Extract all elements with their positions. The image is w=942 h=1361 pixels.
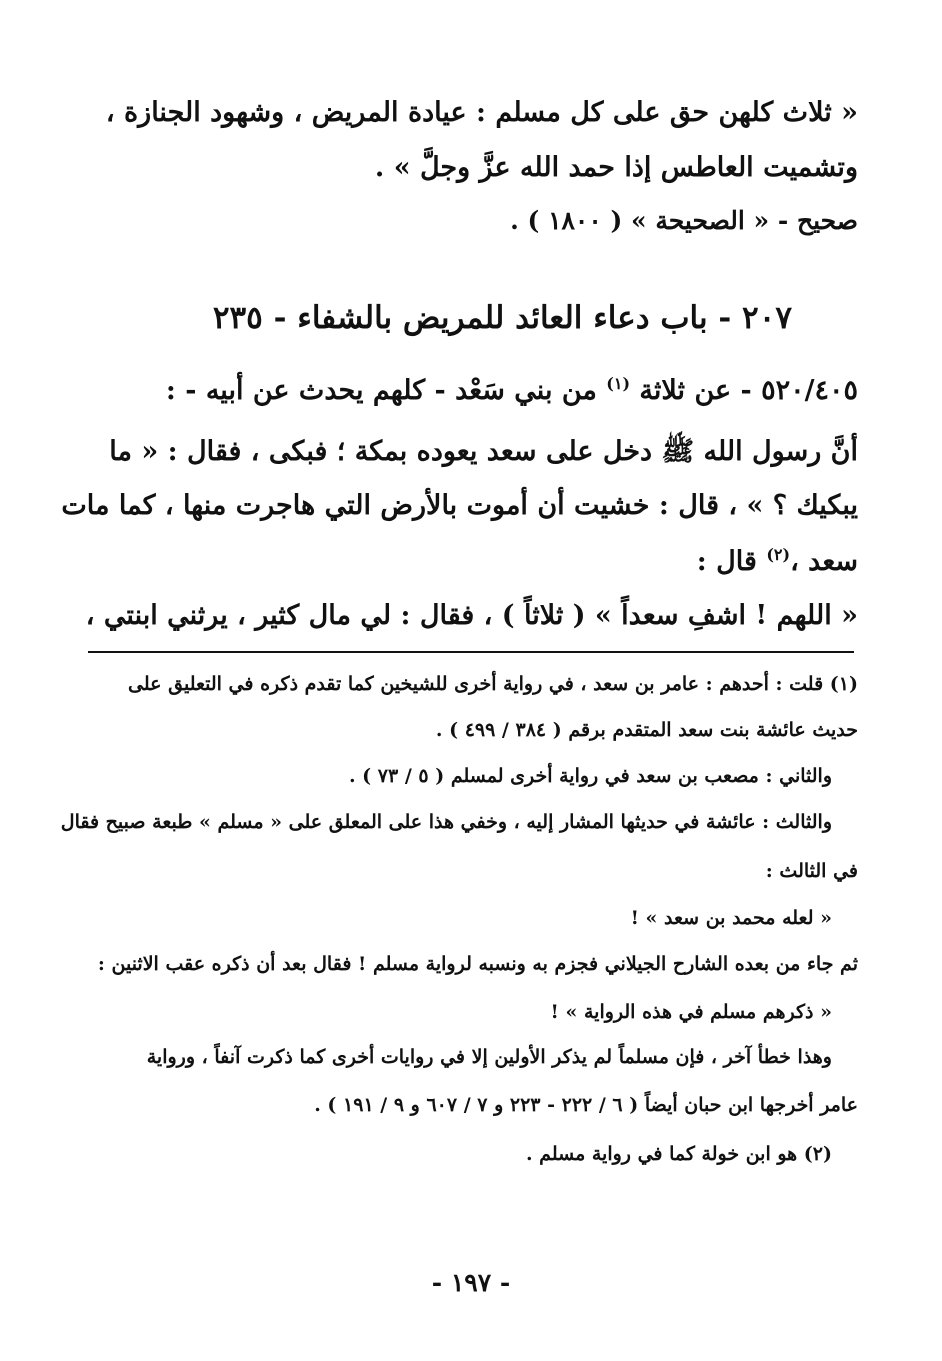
hadith-line-1-end: من بني سَعْد - كلهم يحدث عن أبيه - :	[165, 375, 607, 406]
hadith-line-4-end: قال :	[696, 546, 767, 577]
footnote-marker-2: (٢)	[766, 545, 791, 564]
hadith-tail-line-1: « ثلاث كلهن حق على كل مسلم : عيادة المريض ، وشهود الجنازة ،	[105, 97, 858, 128]
footnote-separator	[88, 651, 854, 653]
footnote-line-7: ثم جاء من بعده الشارح الجيلاني فجزم به ونسبه لرواية مسلم ! فقال بعد أن ذكره عقب الاثنين :	[97, 953, 858, 975]
footnote-line-9: وهذا خطأ آخر ، فإن مسلماً لم يذكر الأولين إلا في روايات أخرى كما ذكرت آنفاً ، ورواية	[146, 1046, 832, 1068]
hadith-line-1-start: ٥٢٠/٤٠٥ - عن ثلاثة	[630, 375, 858, 406]
footnote-line-1: (١) قلت : أحدهم : عامر بن سعد ، في رواية أخرى للشيخين كما تقدم ذكره في التعليق على	[128, 673, 858, 695]
hadith-grading: صحيح - « الصحيحة » ( ١٨٠٠ ) .	[510, 206, 858, 235]
hadith-line-2: أنَّ رسول الله ﷺ دخل على سعد يعوده بمكة ؛ فبكى ، فقال : « ما	[109, 436, 858, 467]
hadith-line-5: « اللهم ! اشفِ سعداً » ( ثلاثاً ) ، فقال : لي مال كثير ، يرثني ابنتي ،	[85, 600, 858, 631]
hadith-line-4-start: سعد ،	[790, 546, 858, 577]
footnote-line-11: (٢) هو ابن خولة كما في رواية مسلم .	[525, 1143, 832, 1165]
footnote-line-3: والثاني : مصعب بن سعد في رواية أخرى لمسلم ( ٥ / ٧٣ ) .	[348, 765, 832, 787]
chapter-heading: ٢٠٧ - باب دعاء العائد للمريض بالشفاء - ٢٣٥	[212, 300, 792, 336]
hadith-tail-line-2: وتشميت العاطس إذا حمد الله عزَّ وجلَّ » .	[374, 152, 858, 183]
footnote-line-8: « ذكرهم مسلم في هذه الرواية » !	[550, 1001, 832, 1023]
hadith-line-3: يبكيك ؟ » ، قال : خشيت أن أموت بالأرض التي هاجرت منها ، كما مات	[61, 490, 858, 521]
footnote-marker-1: (١)	[606, 374, 631, 393]
footnote-line-6: « لعله محمد بن سعد » !	[630, 907, 832, 929]
page-number: - ١٩٧ -	[431, 1268, 511, 1297]
footnote-line-2: حديث عائشة بنت سعد المتقدم برقم ( ٣٨٤ / ٤٩٩ ) .	[435, 719, 858, 741]
footnote-line-10: عامر أخرجها ابن حبان أيضاً ( ٦ / ٢٢٢ - ٢٢٣ و ٧ / ٦٠٧ و ٩ / ١٩١ ) .	[314, 1094, 858, 1116]
footnote-line-4: والثالث : عائشة في حديثها المشار إليه ، وخفي هذا على المعلق على « مسلم » طبعة صبيح فقال	[60, 811, 832, 833]
hadith-line-1	[78, 374, 858, 406]
footnote-line-5: في الثالث :	[765, 860, 858, 882]
hadith-line-4	[78, 545, 858, 577]
